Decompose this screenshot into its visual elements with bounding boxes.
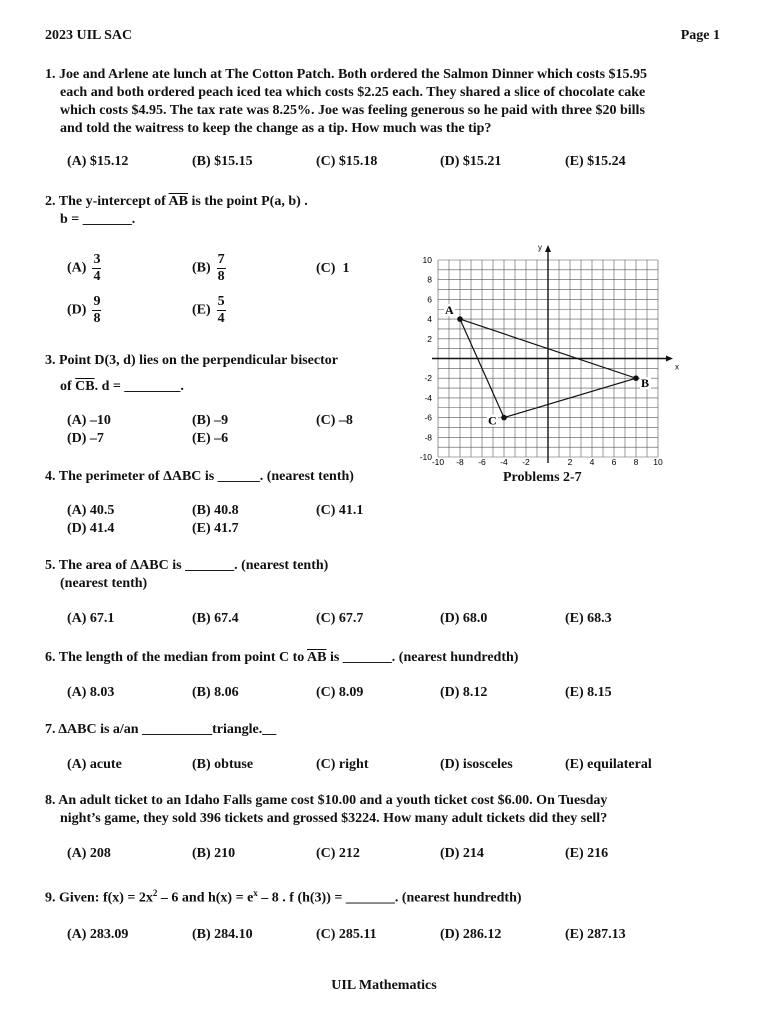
q1-line-2: each and both ordered peach iced tea which costs $2.25 each. They shared a slice of chocolate cake [60,85,646,100]
q9-choice-d: (D) 286.12 [440,927,502,942]
q6-choice-d: (D) 8.12 [440,685,488,700]
q2-text-pre: 2. The y-intercept of [45,194,169,209]
vertex-label: C [488,413,497,428]
vertex-point [633,375,639,381]
question-6: 6. The length of the median from point C to $\overline{AB}$ is _______. (nearest hundredth) [45,650,519,665]
fraction: $\frac{3}{4}$ [93,252,101,284]
fraction: $\frac{5}{4}$ [217,294,225,326]
question-8 [45,792,607,828]
q5-line-2: (nearest tenth) [60,576,148,591]
q8-choice-e: (E) 216 [565,846,609,861]
vertex-point [457,316,463,322]
q8-choice-d: (D) 214 [440,846,484,861]
page-number: Page 1 [680,28,720,43]
y-tick-label: -10 [419,452,432,462]
q9-choice-b: (B) 284.10 [192,927,253,942]
q1-line-1: 1. Joe and Arlene ate lunch at The Cotton Patch. Both ordered the Salmon Dinner which costs $15.95 [45,67,648,82]
q5-choice-b: (B) 67.4 [192,611,239,626]
q3-choice-a: (A) –10 [67,413,111,428]
vertex-label: B [641,376,650,391]
q6-choice-a: (A) 8.03 [67,685,115,700]
q8-choice-b: (B) 210 [192,846,236,861]
q6-choice-e: (E) 8.15 [565,685,612,700]
q9-choice-e: (E) 287.13 [565,927,626,942]
q9-choice-c: (C) 285.11 [316,927,377,942]
vertex-point [501,415,507,421]
q9-choice-a: (A) 283.09 [67,927,129,942]
q4-choice-c: (C) 41.1 [316,503,364,518]
question-3: 3. Point D(3, d) lies on the perpendicular bisector of $\overline{CB}$. d = ________. [45,353,338,394]
q7-choice-e: (E) equilateral [565,757,652,772]
q4-choice-e: (E) 41.7 [192,521,239,536]
q7-choice-c: (C) right [316,757,369,772]
q8-choice-a: (A) 208 [67,846,111,861]
q3-line-1: 3. Point D(3, d) lies on the perpendicular bisector [45,353,338,368]
q6-choice-b: (B) 8.06 [192,685,239,700]
coordinate-graph [410,240,685,470]
fraction: $\frac{9}{8}$ [93,294,101,326]
q2-choice-c: (C) 1 [316,261,350,276]
y-tick-label: 6 [427,294,432,305]
x-tick-label: 2 [567,457,573,467]
q8-choice-c: (C) 212 [316,846,360,861]
question-9: 9. Given: $f(x) = 2x^2 - 6$ and $h(x) = e^x - 8$ . f (h(3)) = _______. (nearest hundredth) [45,888,522,906]
question-5 [45,557,328,593]
x-tick-label: 6 [611,457,617,467]
q8-line-1: 8. An adult ticket to an Idaho Falls game cost $10.00 and a youth ticket cost $6.00. On Tuesday [45,793,608,808]
q5-choice-c: (C) 67.7 [316,611,364,626]
y-tick-label: 10 [422,255,432,265]
y-tick-label: 8 [427,274,432,285]
q5-line-1: 5. The area of ΔABC is _______. (nearest tenth) [45,558,329,573]
question-1 [45,66,647,138]
question-2 [45,193,308,229]
q1-line-4: and told the waitress to keep the change as a tip. How much was the tip? [60,121,492,136]
y-tick-label: -4 [424,392,432,403]
x-axis-label: x [675,362,679,372]
x-tick-label: -6 [478,457,486,467]
y-tick-label: 2 [427,333,432,344]
q1-choice-a: (A) $15.12 [67,154,129,169]
y-tick-label: -6 [424,412,432,423]
q2-choice-a: (A) $\frac{3}{4}$ [67,252,101,284]
q3-choice-d: (D) –7 [67,431,104,446]
q5-choice-d: (D) 68.0 [440,611,488,626]
q7-choice-b: (B) obtuse [192,757,254,772]
q2-choice-d: (D) $\frac{9}{8}$ [67,294,101,326]
x-tick-label: 10 [653,457,663,467]
q2-choice-b: (B) $\frac{7}{8}$ [192,252,225,284]
q3-choice-e: (E) –6 [192,431,229,446]
q6-choice-c: (C) 8.09 [316,685,364,700]
question-4: 4. The perimeter of ΔABC is ______. (nearest tenth) [45,469,354,484]
q1-choice-d: (D) $15.21 [440,154,502,169]
vertex-label: A [445,303,454,318]
segment-ab: $\overline{AB}$ [168,194,188,209]
q4-choice-a: (A) 40.5 [67,503,115,518]
fraction: $\frac{7}{8}$ [217,252,225,284]
q3-choice-b: (B) –9 [192,413,229,428]
question-7: 7. ΔABC is a/an __________triangle.__ [45,722,277,737]
q1-choice-c: (C) $15.18 [316,154,378,169]
segment-ab: $\overline{AB}$ [307,650,327,665]
x-tick-label: -2 [522,457,530,467]
header-title: 2023 UIL SAC [45,28,133,43]
q7-choice-a: (A) acute [67,757,122,772]
y-axis-arrow [545,245,551,252]
x-tick-label: 4 [589,457,595,467]
x-tick-label: 8 [633,457,639,467]
q1-choice-e: (E) $15.24 [565,154,626,169]
q2-line-2: b = _______. [60,212,136,227]
y-axis-label: y [538,243,542,252]
q5-choice-e: (E) 68.3 [565,611,612,626]
q3-choice-c: (C) –8 [316,413,353,428]
q8-line-2: night’s game, they sold 396 tickets and grossed $3224. How many adult tickets did they sell? [60,811,608,826]
q2-choice-e: (E) $\frac{5}{4}$ [192,294,225,326]
y-tick-label: 4 [427,314,432,325]
segment-cb: $\overline{CB}$ [75,379,95,394]
q2-text-post: is the point P(a, b) . [187,194,308,209]
q7-choice-d: (D) isosceles [440,757,513,772]
q4-choice-b: (B) 40.8 [192,503,239,518]
page-footer: UIL Mathematics [331,978,437,993]
q1-choice-b: (B) $15.15 [192,154,253,169]
q1-line-3: which costs $4.95. The tax rate was 8.25%. Joe was feeling generous so he paid with three $20 bills [60,103,645,118]
x-axis-arrow [666,356,673,362]
x-tick-label: -10 [431,457,445,467]
y-tick-label: -2 [424,373,432,384]
x-tick-label: -4 [500,457,508,467]
graph-caption: Problems 2-7 [503,470,582,485]
q5-choice-a: (A) 67.1 [67,611,115,626]
x-tick-label: -8 [456,457,464,467]
y-tick-label: -8 [424,432,432,443]
q4-choice-d: (D) 41.4 [67,521,115,536]
